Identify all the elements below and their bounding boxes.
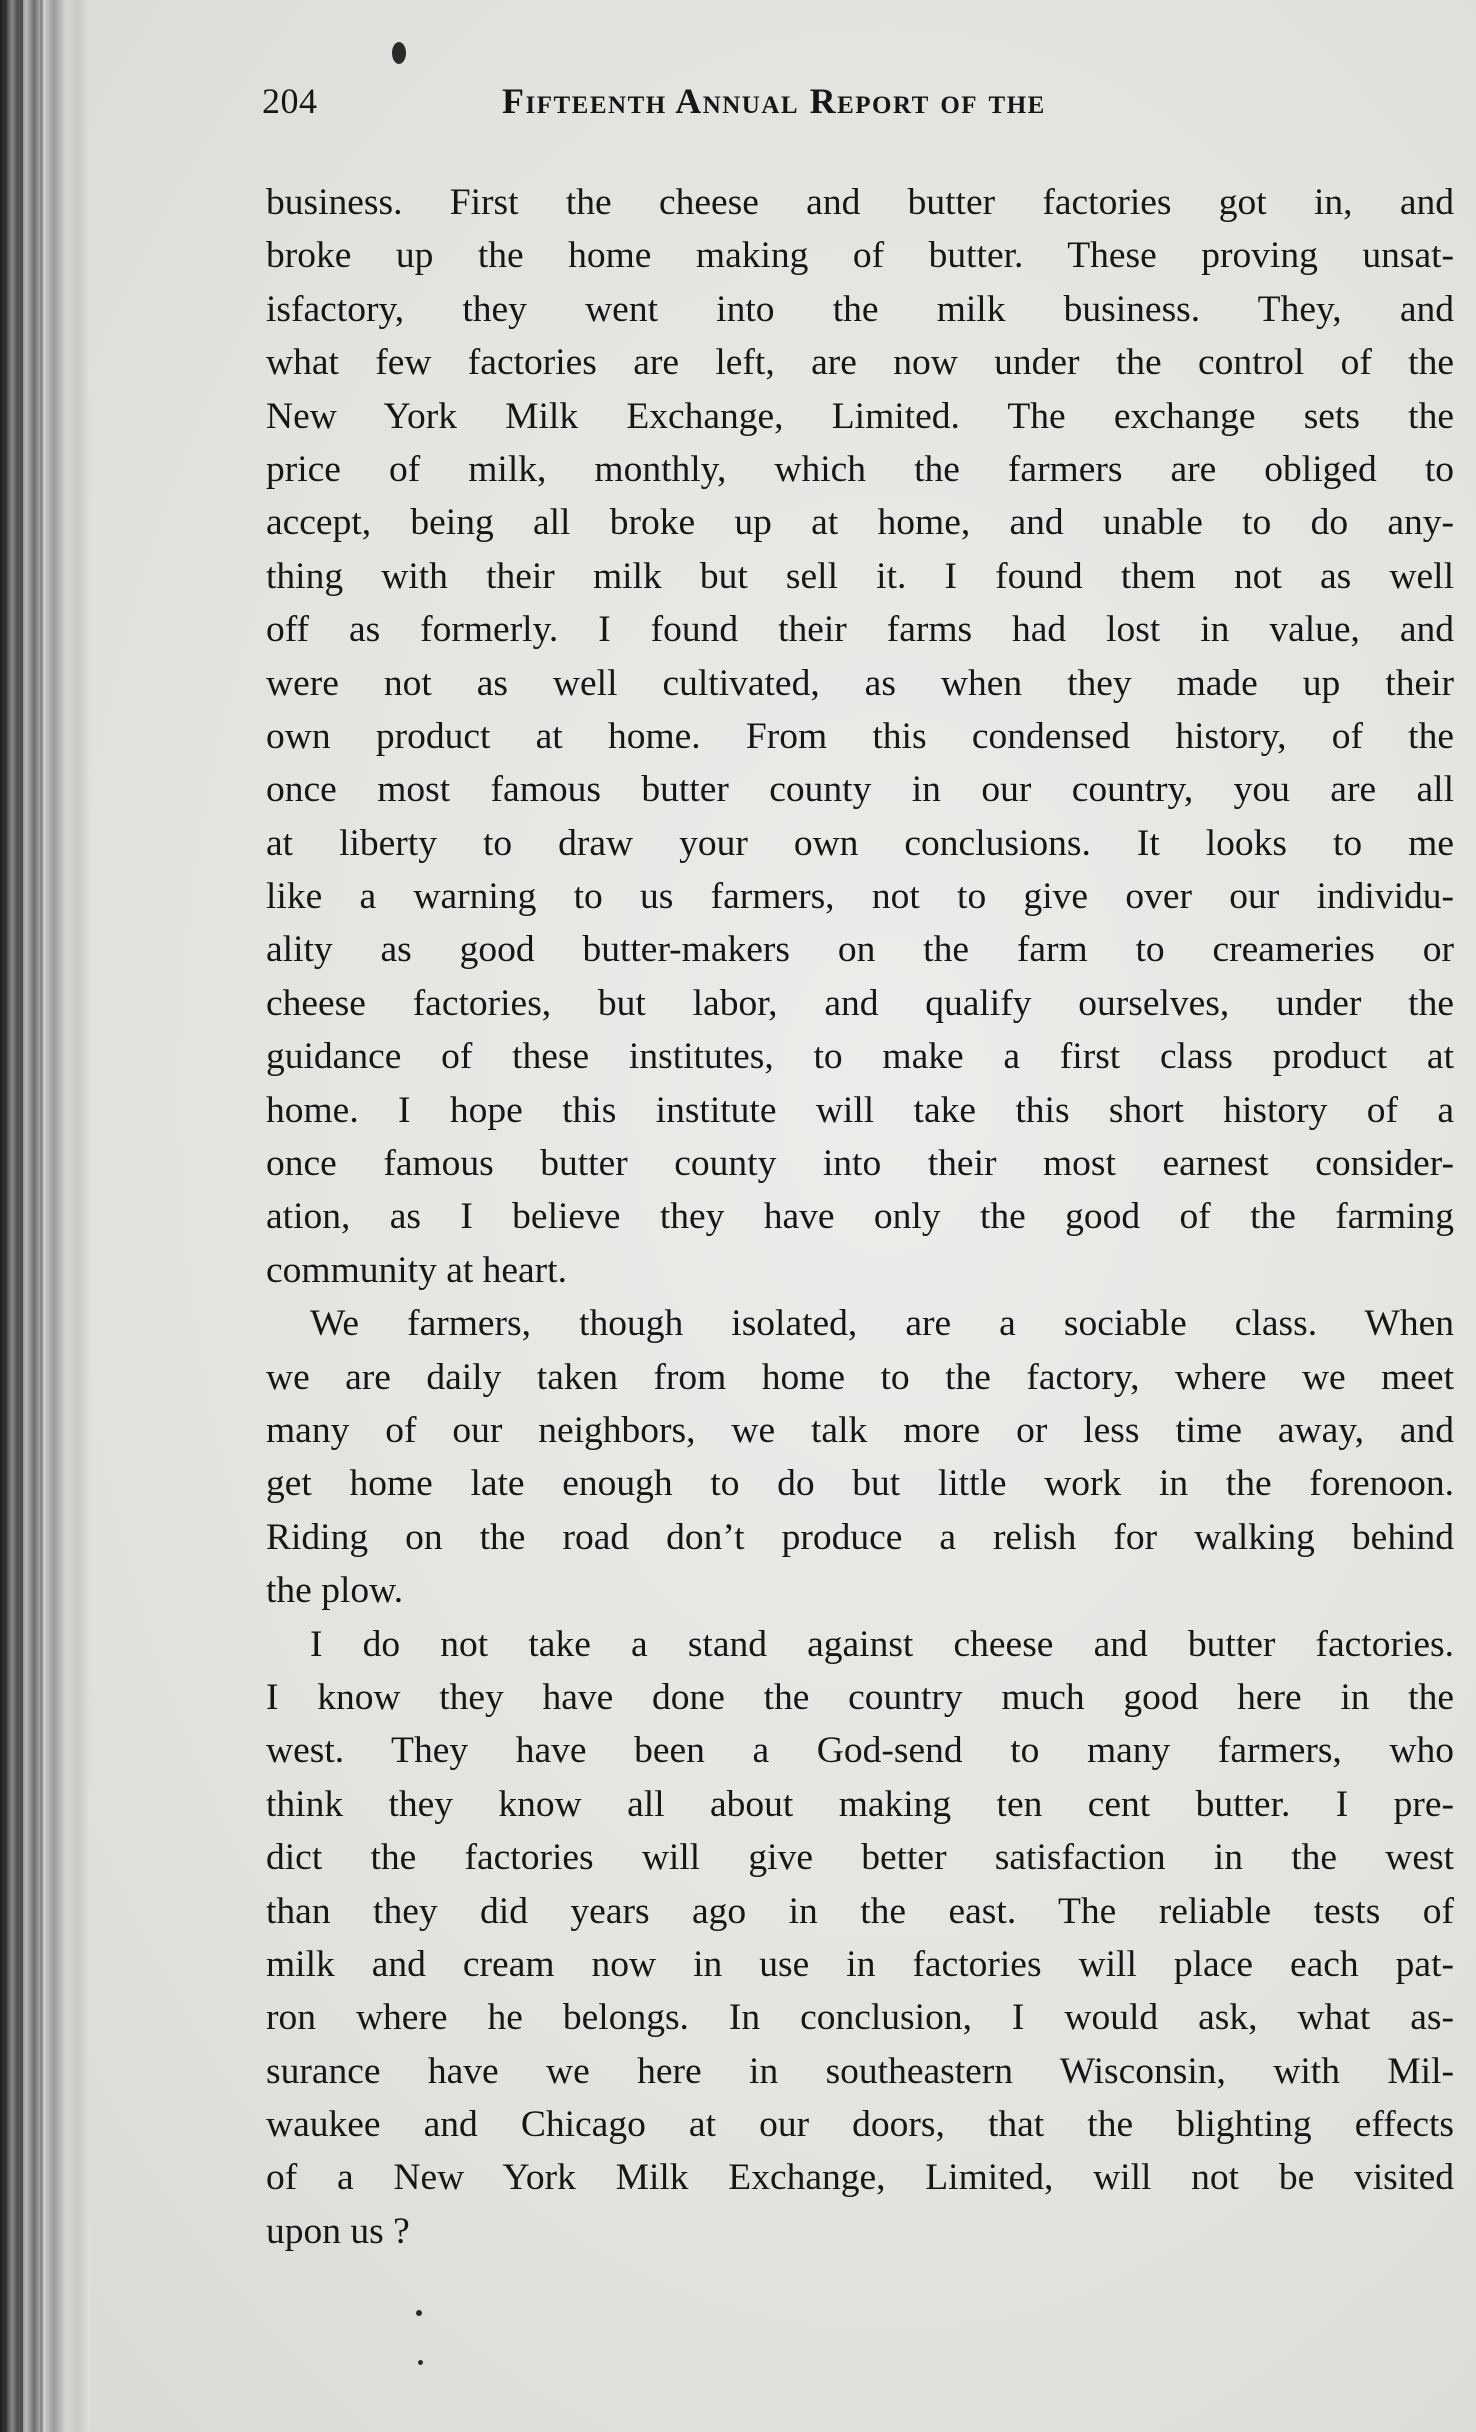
running-title: Fifteenth Annual Report of the xyxy=(502,81,1046,121)
page-number: 204 xyxy=(262,81,318,121)
paragraph xyxy=(266,1618,1454,2259)
text-line: milk and cream now in use in factories will place each pat- xyxy=(266,1943,1454,1985)
text-line: than they did years ago in the east. The reliable tests of xyxy=(266,1890,1454,1932)
text-line: dict the factories will give better satisfaction in the west xyxy=(266,1837,1454,1879)
text-line: business. First the cheese and butter factories got in, and xyxy=(266,182,1454,223)
text-line: own product at home. From this condensed history, of the xyxy=(266,715,1454,757)
text-line: ality as good butter-makers on the farm to creameries or xyxy=(266,929,1454,971)
binding-line xyxy=(20,0,23,2432)
paragraph xyxy=(266,1297,1454,1617)
text-line: community at heart. xyxy=(266,1249,567,1291)
text-line: waukee and Chicago at our doors, that the blighting effects xyxy=(266,2104,1454,2146)
text-line: I know they have done the country much good here in the xyxy=(266,1676,1454,1718)
text-line: the plow. xyxy=(266,1570,404,1612)
body-text xyxy=(266,176,1454,2258)
text-line: think they know all about making ten cent butter. I pre- xyxy=(266,1783,1454,1825)
text-line: Riding on the road don’t produce a relish for walking behind xyxy=(266,1516,1454,1558)
text-line: thing with their milk but sell it. I found them not as well xyxy=(266,555,1454,597)
text-line: of a New York Milk Exchange, Limited, will not be visited xyxy=(266,2157,1454,2199)
text-line: I do not take a stand against cheese and butter factories. xyxy=(310,1623,1454,1665)
book-binding xyxy=(0,0,90,2432)
text-line: home. I hope this institute will take this short history of a xyxy=(266,1089,1454,1131)
text-line: guidance of these institutes, to make a first class product at xyxy=(266,1036,1454,1078)
text-line: at liberty to draw your own conclusions. It looks to me xyxy=(266,822,1454,864)
text-line: ation, as I believe they have only the good of the farming xyxy=(266,1196,1454,1238)
binding-line xyxy=(4,0,7,2432)
ink-speck xyxy=(416,2310,422,2316)
text-line: price of milk, monthly, which the farmers are obliged to xyxy=(266,448,1454,490)
text-line: many of our neighbors, we talk more or less time away, and xyxy=(266,1409,1454,1451)
text-line: what few factories are left, are now under the control of the xyxy=(266,342,1454,384)
text-line: cheese factories, but labor, and qualify ourselves, under the xyxy=(266,982,1454,1024)
text-line: once most famous butter county in our country, you are all xyxy=(266,769,1454,811)
text-line: get home late enough to do but little work in the forenoon. xyxy=(266,1463,1454,1505)
running-head xyxy=(262,80,1236,130)
ink-speck xyxy=(392,42,406,64)
binding-line xyxy=(40,0,43,2432)
text-line: accept, being all broke up at home, and unable to do any- xyxy=(266,502,1454,544)
text-line: surance have we here in southeastern Wisconsin, with Mil- xyxy=(266,2050,1454,2092)
text-line: isfactory, they went into the milk business. They, and xyxy=(266,288,1454,330)
text-line: We farmers, though isolated, are a sociable class. When xyxy=(310,1303,1454,1345)
text-line: were not as well cultivated, as when they made up their xyxy=(266,662,1454,704)
text-line: west. They have been a God-send to many farmers, who xyxy=(266,1730,1454,1772)
text-line: New York Milk Exchange, Limited. The exchange sets the xyxy=(266,395,1454,437)
text-line: we are daily taken from home to the factory, where we meet xyxy=(266,1356,1454,1398)
text-line: upon us ? xyxy=(266,2210,410,2252)
ink-speck xyxy=(418,2360,423,2365)
text-line: ron where he belongs. In conclusion, I would ask, what as- xyxy=(266,1997,1454,2039)
paragraph xyxy=(266,176,1454,1297)
text-line: like a warning to us farmers, not to give over our individu- xyxy=(266,876,1454,918)
text-line: once famous butter county into their most earnest consider- xyxy=(266,1143,1454,1185)
text-line: broke up the home making of butter. These proving unsat- xyxy=(266,235,1454,277)
text-line: off as formerly. I found their farms had lost in value, and xyxy=(266,609,1454,651)
